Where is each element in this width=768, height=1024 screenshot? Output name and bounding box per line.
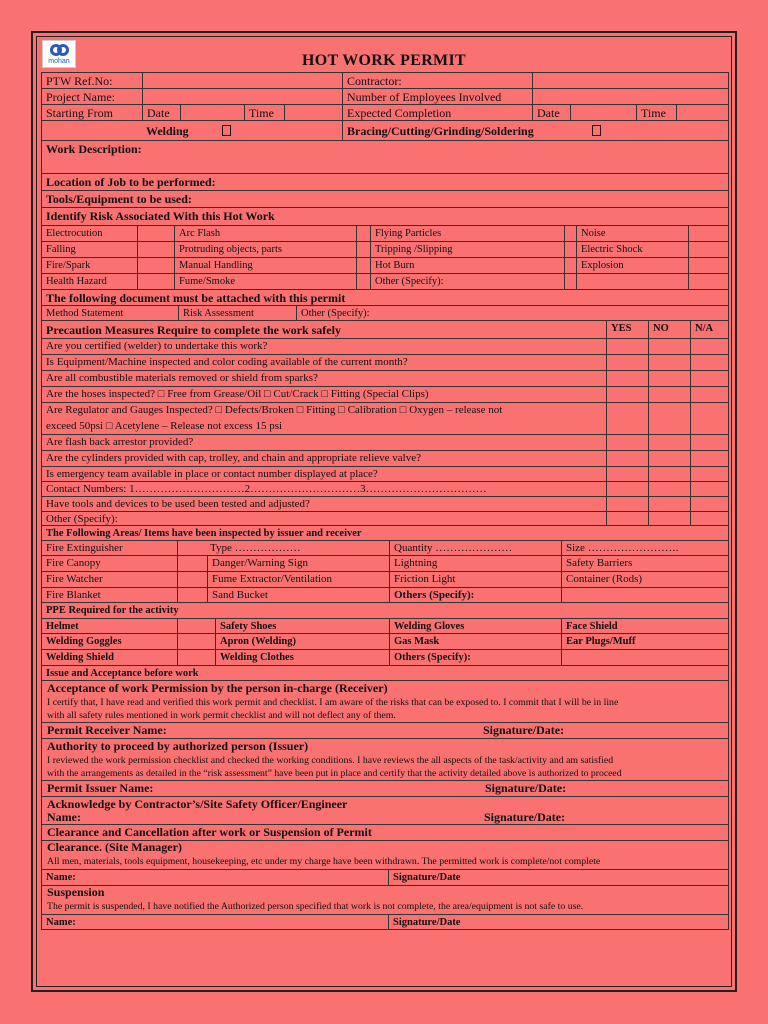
acknowledge-name-label: Name: bbox=[47, 810, 81, 824]
authority-heading: Authority to proceed by authorized person (Issuer) bbox=[47, 739, 309, 753]
receiver-name-label: Permit Receiver Name: bbox=[47, 723, 167, 737]
yes-header: YES bbox=[606, 321, 648, 338]
doc-method-statement[interactable]: Method Statement bbox=[46, 308, 124, 319]
location-row[interactable] bbox=[41, 174, 729, 191]
risk-row bbox=[41, 226, 729, 242]
clearance-heading-row bbox=[41, 825, 729, 841]
risk-label: Health Hazard bbox=[46, 276, 107, 287]
na-cell[interactable] bbox=[690, 435, 730, 450]
ppe-heading-row bbox=[41, 603, 729, 619]
risk-row bbox=[41, 258, 729, 274]
ppe-item-label: Gas Mask bbox=[389, 634, 561, 649]
na-cell[interactable] bbox=[690, 482, 730, 496]
precaution-heading: Precaution Measures Require to complete the work safely bbox=[46, 323, 341, 337]
doc-other[interactable]: Other (Specify): bbox=[296, 306, 730, 320]
clearance-block bbox=[41, 841, 729, 870]
no-cell[interactable] bbox=[648, 451, 690, 466]
risk-label: Protruding objects, parts bbox=[174, 242, 356, 257]
welding-option[interactable] bbox=[42, 121, 342, 140]
na-cell[interactable] bbox=[690, 512, 730, 525]
clearance-heading: Clearance and Cancellation after work or Suspension of Permit bbox=[47, 825, 372, 839]
no-cell[interactable] bbox=[648, 482, 690, 496]
area-row bbox=[41, 572, 729, 588]
risk-label: Electrocution bbox=[46, 228, 103, 239]
ppe-checkbox[interactable] bbox=[177, 650, 215, 665]
clearance-sign-row[interactable] bbox=[41, 870, 729, 886]
risk-checkbox[interactable] bbox=[137, 226, 174, 241]
acknowledge-heading: Acknowledge by Contractor’s/Site Safety Officer/Engineer bbox=[47, 797, 348, 811]
risk-checkbox[interactable] bbox=[137, 242, 174, 257]
risk-row bbox=[41, 274, 729, 290]
precaution-header-row bbox=[41, 321, 729, 339]
checklist-question: Are the hoses inspected? □ Free from Grease/Oil □ Cut/Crack □ Fitting (Special Clips) bbox=[46, 388, 429, 400]
no-cell[interactable] bbox=[648, 387, 690, 402]
risk-checkbox[interactable] bbox=[137, 258, 174, 273]
acceptance-text-1: I certify that, I have read and verified this work permit and checklist. I am aware of the risks that can be exposed to. I commit that I will be in line bbox=[47, 697, 619, 708]
na-cell[interactable] bbox=[690, 339, 730, 354]
checklist-row bbox=[41, 497, 729, 512]
issue-acceptance-heading: Issue and Acceptance before work bbox=[46, 668, 199, 679]
yes-cell[interactable] bbox=[606, 451, 648, 466]
ppe-checkbox[interactable] bbox=[177, 619, 215, 633]
risk-checkbox[interactable] bbox=[564, 242, 576, 257]
area-checkbox[interactable] bbox=[177, 556, 207, 571]
welding-checkbox[interactable] bbox=[222, 125, 231, 136]
yes-cell[interactable] bbox=[606, 403, 648, 435]
yes-cell[interactable] bbox=[606, 467, 648, 481]
identify-risk-heading: Identify Risk Associated With this Hot Work bbox=[46, 209, 275, 223]
na-cell[interactable] bbox=[690, 371, 730, 386]
risk-checkbox[interactable] bbox=[688, 274, 730, 289]
authority-text-2: with the arrangements as detailed in the “risk assessment” have been put in place and certify that the activity detailed above is authorized to proceed bbox=[47, 768, 622, 779]
suspension-signature-label: Signature/Date bbox=[388, 915, 730, 929]
no-cell[interactable] bbox=[648, 355, 690, 370]
risk-checkbox[interactable] bbox=[564, 258, 576, 273]
na-cell[interactable] bbox=[690, 355, 730, 370]
yes-cell[interactable] bbox=[606, 339, 648, 354]
areas-heading: The Following Areas/ Items have been inspected by issuer and receiver bbox=[46, 528, 362, 539]
ptw-ref-field[interactable] bbox=[142, 73, 342, 88]
checklist-question: exceed 50psi □ Acetylene – Release not excess 15 psi bbox=[46, 420, 283, 432]
checklist-question: Is Equipment/Machine inspected and color coding available of the current month? bbox=[46, 356, 408, 368]
risk-checkbox[interactable] bbox=[356, 258, 370, 273]
yes-cell[interactable] bbox=[606, 482, 648, 496]
starting-from-label: Starting From bbox=[46, 106, 114, 120]
area-item-label: Safety Barriers bbox=[561, 556, 730, 571]
risk-label: Other (Specify): bbox=[370, 274, 564, 289]
risk-checkbox[interactable] bbox=[688, 242, 730, 257]
risk-checkbox[interactable] bbox=[688, 258, 730, 273]
clearance-text: All men, materials, tools equipment, housekeeping, etc under my charge have been withdrawn. The permitted work is complete/not complete bbox=[47, 856, 601, 867]
na-cell[interactable] bbox=[690, 467, 730, 481]
authority-block bbox=[41, 739, 729, 781]
area-item-label: Friction Light bbox=[389, 572, 561, 587]
area-checkbox[interactable] bbox=[177, 588, 207, 602]
tools-row[interactable] bbox=[41, 191, 729, 208]
risk-label: Fume/Smoke bbox=[174, 274, 356, 289]
risk-label: Explosion bbox=[576, 258, 688, 273]
suspension-sign-row[interactable] bbox=[41, 915, 729, 930]
acceptance-text-2: with all safety rules mentioned in work permit checklist and will not deflect any of them. bbox=[47, 710, 396, 721]
checklist-row bbox=[41, 339, 729, 355]
clearance-sub: Clearance. (Site Manager) bbox=[47, 840, 182, 854]
checklist-question: Are Regulator and Gauges Inspected? □ Defects/Broken □ Fitting □ Calibration □ Oxygen – release not bbox=[46, 404, 503, 416]
checklist-row bbox=[41, 387, 729, 403]
no-cell[interactable] bbox=[648, 497, 690, 511]
area-item-label: Fume Extractor/Ventilation bbox=[207, 572, 389, 587]
suspension-name-label: Name: bbox=[46, 917, 76, 928]
issue-acceptance-row bbox=[41, 666, 729, 681]
no-cell[interactable] bbox=[648, 467, 690, 481]
location-label: Location of Job to be performed: bbox=[46, 175, 216, 189]
area-row bbox=[41, 556, 729, 572]
receiver-signature-label: Signature/Date: bbox=[483, 723, 565, 737]
clearance-signature-label: Signature/Date bbox=[388, 870, 730, 885]
yes-cell[interactable] bbox=[606, 355, 648, 370]
no-cell[interactable] bbox=[648, 339, 690, 354]
issuer-signature-label: Signature/Date: bbox=[485, 781, 567, 795]
start-time-label: Time bbox=[244, 105, 284, 120]
area-item-label: Fire Watcher bbox=[46, 573, 103, 585]
identify-risk-row bbox=[41, 208, 729, 226]
area-checkbox[interactable] bbox=[177, 572, 207, 587]
risk-label: Arc Flash bbox=[174, 226, 356, 241]
risk-label: Electric Shock bbox=[576, 242, 688, 257]
checklist-row bbox=[41, 403, 729, 419]
work-description-row[interactable] bbox=[41, 141, 729, 174]
clearance-name-label: Name: bbox=[46, 872, 76, 883]
na-cell[interactable] bbox=[690, 387, 730, 402]
risk-label: Noise bbox=[576, 226, 688, 241]
risk-checkbox[interactable] bbox=[564, 226, 576, 241]
contractor-label: Contractor: bbox=[342, 73, 532, 88]
no-header: NO bbox=[648, 321, 690, 338]
na-cell[interactable] bbox=[690, 497, 730, 511]
checklist-row bbox=[41, 435, 729, 451]
document-attached-row bbox=[41, 290, 729, 306]
suspension-heading: Suspension bbox=[47, 885, 105, 899]
risk-checkbox[interactable] bbox=[356, 274, 370, 289]
risk-label: Tripping /Slipping bbox=[370, 242, 564, 257]
bracing-checkbox[interactable] bbox=[592, 125, 601, 136]
work-description-label: Work Description: bbox=[46, 142, 142, 156]
checklist-row bbox=[41, 512, 729, 526]
ppe-item-label: Welding Goggles bbox=[46, 636, 122, 647]
suspension-text: The permit is suspended, I have notified the Authorized person specified that work is not complete, the area/equipment is not safe to use. bbox=[47, 901, 584, 912]
header-row-ptw bbox=[41, 72, 729, 89]
tools-label: Tools/Equipment to be used: bbox=[46, 192, 192, 206]
checklist-question: Are all combustible materials removed or shield from sparks? bbox=[46, 372, 318, 384]
end-time-label: Time bbox=[636, 105, 676, 120]
document-attached-heading: The following document must be attached with this permit bbox=[46, 291, 346, 305]
area-item-label: Lightning bbox=[389, 556, 561, 571]
risk-checkbox[interactable] bbox=[688, 226, 730, 241]
logo-text: mohan bbox=[48, 58, 70, 65]
end-date-field[interactable] bbox=[570, 105, 636, 120]
yes-cell[interactable] bbox=[606, 371, 648, 386]
risk-checkbox[interactable] bbox=[137, 274, 174, 289]
ptw-ref-label: PTW Ref.No: bbox=[46, 74, 113, 88]
no-cell[interactable] bbox=[648, 371, 690, 386]
area-row bbox=[41, 541, 729, 556]
page-title: HOT WORK PERMIT bbox=[302, 52, 466, 69]
project-name-label: Project Name: bbox=[46, 90, 115, 104]
area-item-label: Others (Specify): bbox=[389, 588, 561, 602]
bracing-label: Bracing/Cutting/Grinding/Soldering bbox=[347, 124, 534, 138]
authority-text-1: I reviewed the work permission checklist and checked the working conditions. I have reviews the all aspects of the task/activity and am satisfied bbox=[47, 755, 614, 766]
yes-cell[interactable] bbox=[606, 387, 648, 402]
area-item-label: Fire Canopy bbox=[46, 557, 101, 569]
area-item-label[interactable]: Quantity ………………… bbox=[389, 541, 561, 555]
ppe-item-label: Safety Shoes bbox=[215, 619, 389, 633]
ppe-heading: PPE Required for the activity bbox=[46, 605, 179, 616]
ppe-item-label: Ear Plugs/Muff bbox=[561, 634, 730, 649]
risk-label bbox=[576, 274, 688, 289]
na-cell[interactable] bbox=[690, 403, 730, 435]
area-item-label: Sand Bucket bbox=[207, 588, 389, 602]
documents-row bbox=[41, 306, 729, 321]
project-name-field[interactable] bbox=[142, 89, 342, 104]
area-item-label: Fire Extinguisher bbox=[46, 542, 123, 554]
acceptance-block bbox=[41, 681, 729, 723]
checklist-question: Are you certified (welder) to undertake this work? bbox=[46, 340, 268, 352]
bracing-option[interactable] bbox=[342, 121, 730, 140]
work-type-row bbox=[41, 121, 729, 141]
yes-cell[interactable] bbox=[606, 512, 648, 525]
ppe-item-label: Welding Clothes bbox=[215, 650, 389, 665]
no-cell[interactable] bbox=[648, 403, 690, 435]
yes-cell[interactable] bbox=[606, 497, 648, 511]
area-row bbox=[41, 588, 729, 603]
checklist-question: Are flash back arrestor provided? bbox=[46, 436, 194, 448]
ppe-item-label bbox=[561, 650, 730, 665]
acceptance-heading: Acceptance of work Permission by the person in-charge (Receiver) bbox=[47, 681, 388, 695]
ppe-item-label: Welding Shield bbox=[46, 652, 114, 663]
ppe-item-label: Apron (Welding) bbox=[215, 634, 389, 649]
num-employees-label: Number of Employees Involved bbox=[342, 89, 532, 104]
risk-checkbox[interactable] bbox=[564, 274, 576, 289]
start-time-field[interactable] bbox=[284, 105, 342, 120]
risk-label: Manual Handling bbox=[174, 258, 356, 273]
ppe-row bbox=[41, 634, 729, 650]
issuer-sign-row[interactable] bbox=[41, 781, 729, 797]
ppe-item-label: Helmet bbox=[46, 621, 79, 632]
end-date-label: Date bbox=[532, 105, 570, 120]
checklist-row bbox=[41, 467, 729, 482]
na-cell[interactable] bbox=[690, 451, 730, 466]
no-cell[interactable] bbox=[648, 435, 690, 450]
header-row-project bbox=[41, 89, 729, 105]
checklist-row bbox=[41, 371, 729, 387]
area-item-label bbox=[561, 588, 730, 602]
doc-risk-assessment[interactable]: Risk Assessment bbox=[178, 306, 296, 320]
risk-label: Flying Particles bbox=[370, 226, 564, 241]
checklist-row bbox=[41, 451, 729, 467]
start-date-label: Date bbox=[142, 105, 180, 120]
checklist-row bbox=[41, 482, 729, 497]
area-item-label: Fire Blanket bbox=[46, 589, 101, 601]
checklist-question: Are the cylinders provided with cap, trolley, and chain and appropriate relieve valve? bbox=[46, 452, 421, 464]
areas-heading-row bbox=[41, 526, 729, 541]
risk-label: Fire/Spark bbox=[46, 260, 91, 271]
suspension-block bbox=[41, 886, 729, 915]
checklist-question: Have tools and devices to be used been tested and adjusted? bbox=[46, 498, 310, 510]
acknowledge-signature-label: Signature/Date: bbox=[484, 810, 566, 824]
ppe-checkbox[interactable] bbox=[177, 634, 215, 649]
expected-completion-label: Expected Completion bbox=[342, 105, 532, 120]
yes-cell[interactable] bbox=[606, 435, 648, 450]
end-time-field[interactable] bbox=[676, 105, 730, 120]
area-item-label[interactable]: Size ……………………. bbox=[561, 541, 730, 555]
checklist-row bbox=[41, 355, 729, 371]
ppe-row bbox=[41, 650, 729, 666]
ppe-item-label: Face Shield bbox=[561, 619, 730, 633]
area-item-label: Danger/Warning Sign bbox=[207, 556, 389, 571]
contractor-field[interactable] bbox=[532, 73, 730, 88]
num-employees-field[interactable] bbox=[532, 89, 730, 104]
no-cell[interactable] bbox=[648, 512, 690, 525]
welding-label: Welding bbox=[146, 124, 189, 138]
risk-checkbox[interactable] bbox=[356, 242, 370, 257]
ppe-item-label: Others (Specify): bbox=[389, 650, 561, 665]
checklist-question: Contact Numbers: 1…………………………2…………………………3…………………………… bbox=[46, 483, 487, 495]
checklist-question: Other (Specify): bbox=[46, 513, 118, 525]
area-item-label: Container (Rods) bbox=[561, 572, 730, 587]
na-header: N/A bbox=[690, 321, 730, 338]
ppe-item-label: Welding Gloves bbox=[389, 619, 561, 633]
risk-checkbox[interactable] bbox=[356, 226, 370, 241]
checklist-question: Is emergency team available in place or contact number displayed at place? bbox=[46, 468, 378, 480]
area-type[interactable]: Type ……………… bbox=[177, 541, 389, 555]
ppe-row bbox=[41, 619, 729, 634]
receiver-sign-row[interactable] bbox=[41, 723, 729, 739]
start-date-field[interactable] bbox=[180, 105, 244, 120]
risk-label: Falling bbox=[46, 244, 76, 255]
risk-label: Hot Burn bbox=[370, 258, 564, 273]
acknowledge-block[interactable] bbox=[41, 797, 729, 825]
issuer-name-label: Permit Issuer Name: bbox=[47, 781, 154, 795]
header-row-dates bbox=[41, 105, 729, 121]
risk-row bbox=[41, 242, 729, 258]
